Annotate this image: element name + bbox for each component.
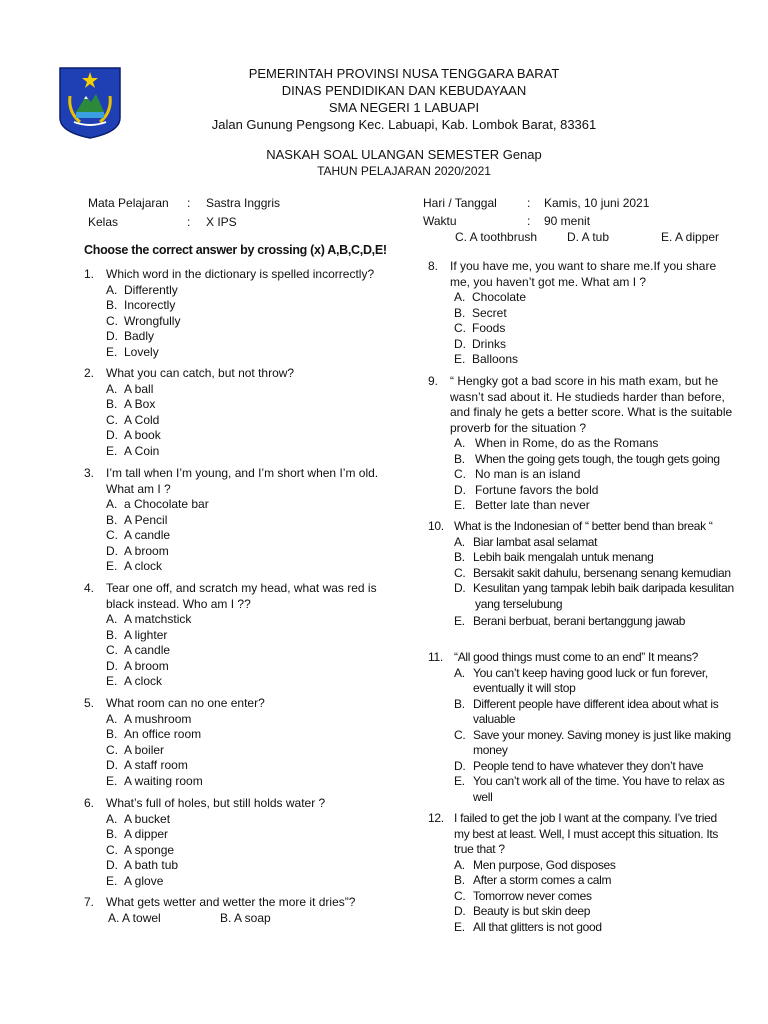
option-letter: A. [106,711,118,726]
question-8 [428,259,733,368]
question-number: 7. [84,895,95,909]
option-text: A candle [124,528,171,542]
option-letter: D. [454,336,466,351]
option-text: eventually it will stop [473,681,576,695]
option-letter: C. [106,742,118,757]
option-text: A clock [124,674,163,688]
option-text: A Pencil [124,512,168,527]
q7-option-c: C. A toothbrush [455,230,538,244]
option-letter: E. [106,443,118,458]
question-number: 11. [428,650,443,664]
option-letter: E. [454,774,465,788]
option-letter: E. [106,873,118,888]
question-text: me, you haven’t got me. What am I ? [450,274,647,289]
question-3 [84,466,394,575]
question-number: 5. [84,696,95,710]
option-text: All that glitters is not good [473,919,602,934]
option-text: Differently [124,282,178,297]
option-text: Badly [124,329,155,343]
option-letter: C. [106,842,118,857]
date-value: Kamis, 10 juni 2021 [544,196,650,210]
option-text: An office room [124,727,202,741]
option-text: well [473,789,493,804]
question-11 [428,650,738,805]
option-text: A clock [124,559,163,573]
option-letter: C. [454,888,466,903]
colon: : [527,214,531,228]
option-text: Beauty is but skin deep [473,904,591,918]
option-a: A. A towel [108,910,161,925]
question-number: 3. [84,466,95,480]
option-text: A bath tub [124,858,179,872]
academic-year: TAHUN PELAJARAN 2020/2021 [317,164,491,178]
option-text: Save your money. Saving money is just like making [473,727,731,742]
question-number: 9. [428,374,439,388]
option-letter: C. [106,412,118,427]
option-text: A bucket [124,811,171,826]
option-text: No man is an island [475,467,581,481]
question-10 [428,519,738,630]
question-text: What room can no one enter? [106,696,265,710]
option-letter: E. [454,352,466,366]
question-text: and finaly he gets a better score. What is the suitable [450,405,733,419]
option-letter: B. [106,727,118,741]
option-text: A glove [124,873,164,888]
question-text: “ Hengky got a bad score in his math exam, but he [450,374,719,388]
question-text: wasn’t sad about it. He studieds harder than before, [450,389,725,404]
option-text: A boiler [124,742,165,757]
option-text: A matchstick [124,612,192,626]
option-letter: B. [106,298,118,312]
question-text: I’m tall when I’m young, and I’m short when I’m old. [106,466,379,480]
question-text: true that ? [454,842,505,856]
option-text: You can’t keep having good luck or fun forever, [473,665,708,680]
option-letter: C. [454,467,466,481]
instruction: Choose the correct answer by crossing (x) A,B,C,D,E! [84,243,387,257]
option-letter: C. [454,727,466,742]
option-letter: E. [106,559,118,573]
question-text: What am I ? [106,481,171,496]
option-text: Berani berbuat, berani bertanggung jawab [473,614,686,628]
header-address: Jalan Gunung Pengsong Kec. Labuapi, Kab. Lombok Barat, 83361 [211,117,597,132]
option-text: When the going gets tough, the tough gets going [475,451,720,466]
option-letter: A. [454,436,466,450]
header-school: SMA NEGERI 1 LABUAPI [328,100,480,115]
question-text: “All good things must come to an end” It means? [454,650,699,664]
option-letter: D. [106,758,118,772]
question-9 [428,374,733,514]
option-text: Men purpose, God disposes [473,857,616,872]
question-text: my best at least. Well, I must accept this situation. Its [454,826,719,841]
exam-title: NASKAH SOAL ULANGAN SEMESTER Genap [266,147,542,162]
colon: : [187,215,191,229]
time-value: 90 menit [544,214,591,228]
question-1 [84,267,384,360]
question-4 [84,581,394,690]
option-text: A dipper [124,827,169,841]
option-text: Lovely [124,344,159,359]
option-letter: D. [106,329,118,343]
question-number: 10. [428,519,444,533]
header-department: DINAS PENDIDIKAN DAN KEBUDAYAAN [281,83,527,98]
option-letter: B. [454,305,466,320]
question-12 [428,811,738,935]
question-text: If you have me, you want to share me.If you share [450,259,717,273]
option-text: a Chocolate bar [124,497,209,511]
option-text: Different people have different idea about what is [473,696,719,711]
question-2 [84,366,384,459]
option-letter: C. [106,313,118,328]
option-text: A sponge [124,842,175,857]
question-number: 6. [84,796,95,810]
option-letter: E. [454,919,465,934]
option-text: Tomorrow never comes [473,888,592,903]
option-letter: D. [454,758,466,773]
option-text: A mushroom [124,711,192,726]
option-text: Incorectly [124,298,176,312]
option-letter: E. [106,773,118,788]
question-6 [84,796,384,889]
q7-option-e: E. A dipper [661,230,720,244]
option-letter: B. [106,512,118,527]
question-text: black instead. Who am I ?? [106,596,251,611]
option-text: A Box [124,397,156,411]
question-number: 1. [84,267,95,281]
option-text: Lebih baik mengalah untuk menang [473,550,654,564]
option-letter: C. [106,528,118,542]
option-text: A Coin [124,443,160,458]
option-letter: E. [454,498,466,512]
option-letter: A. [106,612,118,626]
option-text: money [473,743,508,757]
option-text: A lighter [124,627,168,642]
option-letter: E. [106,344,118,359]
option-text: A broom [124,658,169,673]
option-letter: A. [454,534,465,549]
option-letter: D. [454,581,466,595]
option-text: Balloons [472,352,519,366]
option-letter: E. [454,614,465,628]
subject-value: Sastra Inggris [206,196,281,210]
option-letter: C. [454,321,466,335]
option-letter: B. [454,873,465,887]
option-text: Kesulitan yang tampak lebih baik daripada kesulitan [473,581,734,595]
option-text: Wrongfully [124,313,181,328]
option-text: Foods [472,321,506,335]
question-5 [84,696,384,789]
option-text: Biar lambat asal selamat [473,534,598,549]
option-text: A candle [124,643,171,657]
document-header [0,0,768,190]
class-value: X IPS [206,215,237,229]
option-letter: C. [106,643,118,657]
option-text: A Cold [124,412,160,427]
option-letter: A. [454,857,465,872]
option-letter: D. [454,904,466,918]
option-text: A broom [124,543,169,558]
q7-option-d: D. A tub [567,230,610,244]
option-letter: B. [454,550,465,564]
option-text: After a storm comes a calm [473,873,612,887]
option-letter: D. [106,543,118,558]
subject-label: Mata Pelajaran [88,196,169,210]
option-letter: D. [106,658,118,673]
option-text: When in Rome, do as the Romans [475,436,659,450]
question-text: proverb for the situation ? [450,420,587,435]
class-label: Kelas [88,215,119,229]
option-text: Secret [472,305,507,320]
question-text: What you can catch, but not throw? [106,366,295,380]
question-text: I failed to get the job I want at the company. I’ve tried [454,811,717,825]
option-text: Fortune favors the bold [475,482,599,497]
question-text: What gets wetter and wetter the more it dries”? [106,895,356,909]
option-text: valuable [473,712,516,726]
option-text: Drinks [472,336,507,351]
option-letter: E. [106,674,118,688]
option-letter: A. [106,811,118,826]
option-text: You can’t work all of the time. You have to relax as [473,774,725,788]
question-text: What is the Indonesian of “ better bend than break “ [454,519,713,533]
option-text: Bersakit sakit dahulu, bersenang senang kemudian [473,565,731,580]
option-letter: A. [106,381,118,396]
colon: : [187,196,191,210]
option-text: yang terselubung [475,596,563,611]
option-b: B. A soap [220,910,271,925]
date-label: Hari / Tanggal [423,196,497,210]
option-letter: A. [454,290,466,304]
option-letter: B. [454,451,465,466]
option-letter: D. [106,858,118,872]
option-letter: A. [106,282,118,297]
option-text: A waiting room [124,773,203,788]
option-text: Better late than never [475,498,590,512]
option-letter: A. [454,665,465,680]
option-letter: C. [454,565,466,580]
option-letter: B. [106,827,118,841]
header-government: PEMERINTAH PROVINSI NUSA TENGGARA BARAT [248,66,560,81]
option-text: A book [124,428,161,442]
question-7 [84,895,384,926]
question-text: Tear one off, and scratch my head, what was red is [106,581,377,595]
question-number: 8. [428,259,439,273]
option-letter: B. [106,397,118,411]
option-letter: D. [454,482,466,497]
question-text: What’s full of holes, but still holds water ? [106,796,326,810]
option-text: Chocolate [472,290,527,304]
option-letter: B. [454,696,465,711]
time-label: Waktu [423,214,457,228]
question-number: 2. [84,366,95,380]
option-text: A ball [124,381,154,396]
option-letter: B. [106,627,118,642]
question-number: 12. [428,811,444,825]
question-number: 4. [84,581,95,595]
option-text: A staff room [124,758,188,772]
option-text: People tend to have whatever they don’t have [473,758,704,773]
option-letter: D. [106,428,118,442]
question-text: Which word in the dictionary is spelled incorrectly? [106,267,375,281]
colon: : [527,196,531,210]
option-letter: A. [106,497,118,511]
